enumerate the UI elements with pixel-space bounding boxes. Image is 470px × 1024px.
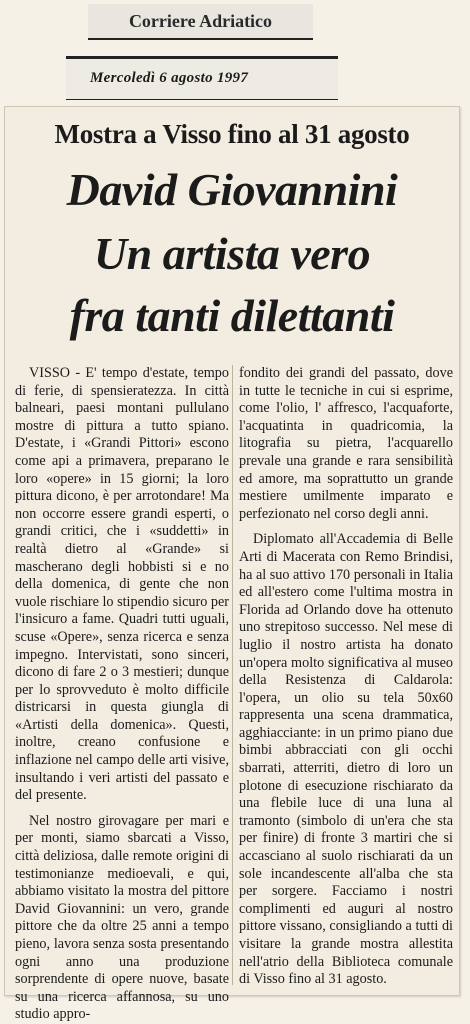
column-divider: [232, 365, 233, 985]
column-1-paragraph-1: VISSO - E' tempo d'estate, tempo di ferie, di spensieratezza. In città balneari, paesi montani pullulano mostre di pittura a tutto spiano. D'estate, i «Grandi Pittori» escono come api a primavera, preparano le loro «opere» in 15 giorni; la loro pittura dicono, è per arrotondare! Ma non occorre essere grandi esperti, o grandi critici, che i «suddetti» in realtà dietro al «Grande» si mascherano degli hobbisti si e no della domenica, di gente che non vuole rischiare lo stipendio sicuro per l'insicuro a fame. Quadri tutti uguali, scuse «Opere», senza ricerca e senza impegno. Intervistati, sono sinceri, dicono di fare 2 o 3 mestieri; dunque per lo sprovveduto è molto difficile districarsi in questa giungla di «Artisti della domenica». Questi, inoltre, creano confusione e inflazione nel campo delle arti visive, insultando i veri artisti del passato e del presente.: [15, 365, 229, 804]
headline-line-2: Un artista vero: [93, 228, 371, 279]
column-2-paragraph-2: Diplomato all'Accademia di Belle Arti di Macerata con Remo Brindisi, ha al suo attivo 170 personali in Italia ed all'estero come l'ultima mostra in Florida ad Orlando dove ha ottenuto uno strepitoso successo. Nel mese di luglio il nostro artista ha donato un'opera molto significativa al museo della Resistenza di Caldarola: l'opera, un olio su tela 50x60 rappresenta una scena drammatica, agghiacciante: in un primo piano due bimbi abbracciati con gli occhi sbarrati, atterriti, dietro di loro un plotone di esecuzione rischiarato da una flebile luce di una luna al tramonto (simbolo di un'era che sta per finire) di fronte 3 martiri che si accasciano al suolo rischiarati da un sole incandescente all'alba che sta per sorgere. Facciamo i nostri complimenti ed auguri al nostro pittore vissano, consigliando a tutti di visitare la grande mostra allestita nell'atrio della Biblioteca comunale di Visso fino al 31 agosto.: [239, 531, 453, 988]
headline-line-1: David Giovannini: [66, 164, 398, 215]
article-clipping: [4, 106, 460, 1023]
dateline: [66, 56, 338, 100]
headline-line-3: fra tanti dilettanti: [69, 290, 395, 341]
publication-date: Mercoledì 6 agosto 1997: [90, 70, 249, 86]
newspaper-name: Corriere Adriatico: [128, 10, 273, 31]
column-2-paragraph-1: fondito dei grandi del passato, dove in tutte le tecniche in cui si esprime, come l'olio, l' affresco, l'acquaforte, l'acquatinta in quadricomia, la litografia su pietra, l'acquarello prevale una grande e rara sensibilità ed amore, ma soprattutto un grande mestiere umilmente imparato e perfezionato nel corso degli anni.: [239, 365, 453, 522]
article-kicker: Mostra a Visso fino al 31 agosto: [54, 119, 410, 149]
newspaper-masthead: [88, 4, 313, 40]
column-1-paragraph-2: Nel nostro girovagare per mari e per monti, siamo sbarcati a Visso, città deliziosa, dalle remote origini di testimonianze medioevali, e qui, abbiamo visitato la mostra del pittore David Giovannini: un vero, grande pittore che da oltre 25 anni a tempo pieno, lavora senza sosta presentando ogni anno una produzione sorprendente di opere nuove, basate su una ricerca affannosa, su uno studio appro-: [15, 812, 229, 1023]
article-column-1: [15, 365, 229, 1024]
article-column-2: [239, 365, 453, 989]
